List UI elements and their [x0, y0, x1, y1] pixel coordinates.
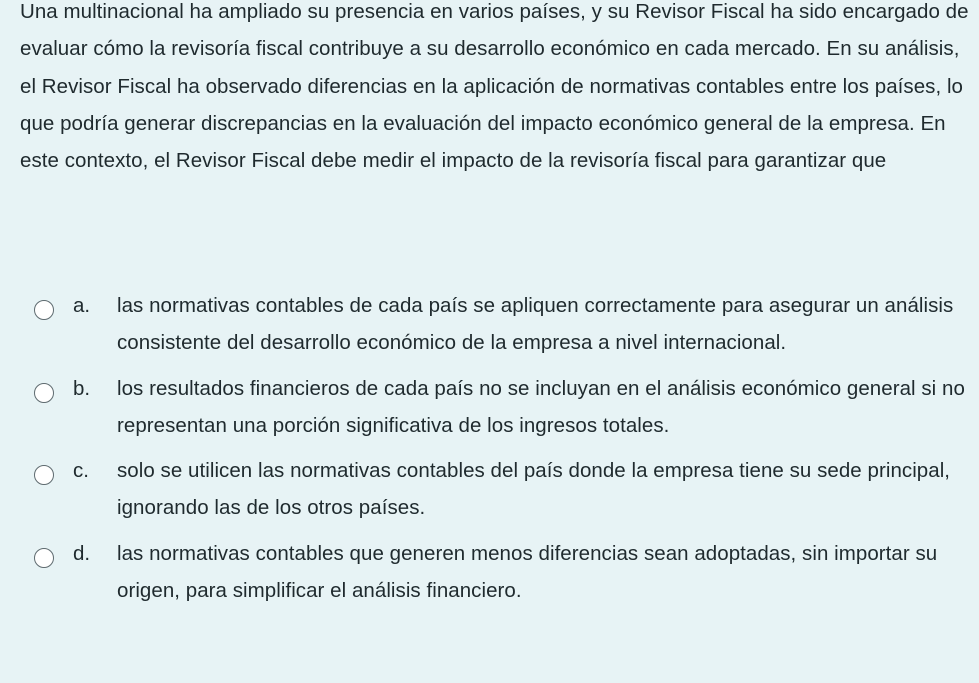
option-text[interactable]: las normativas contables que generen menos diferencias sean adoptadas, sin importar su origen, para simplificar el análisis financiero. [117, 541, 938, 603]
option-letter: d. [73, 541, 91, 565]
radio-button-a[interactable] [34, 300, 54, 320]
answer-options [34, 287, 974, 617]
option-text[interactable]: los resultados financieros de cada país no se incluyan en el análisis económico general si no representan una porción significativa de los ingresos totales. [117, 376, 965, 437]
option-a[interactable] [34, 287, 974, 362]
option-letter: c. [73, 459, 89, 483]
option-letter: b. [73, 376, 91, 400]
question-text: Una multinacional ha ampliado su presencia en varios países, y su Revisor Fiscal ha sido encargado de evaluar cómo la revisoría fiscal contribuye a su desarrollo económico en cada mercado. En su análisis, el Revisor Fiscal ha observado diferencias en la aplicación de normativas contables entre los países, lo que podría generar discrepancias en la evaluación del impacto económico general de la empresa. En este contexto, el Revisor Fiscal debe medir el impacto de la revisoría fiscal para garantizar que [20, 0, 969, 173]
option-text[interactable]: solo se utilicen las normativas contables del país donde la empresa tiene su sede principal, ignorando las de los otros países. [117, 459, 951, 520]
option-letter: a. [73, 294, 91, 317]
radio-button-c[interactable] [34, 465, 54, 485]
option-text[interactable]: las normativas contables de cada país se apliquen correctamente para asegurar un análisis consistente del desarrollo económico de la empresa a nivel internacional. [117, 294, 954, 355]
option-b[interactable] [34, 370, 974, 445]
radio-button-b[interactable] [34, 383, 54, 403]
option-d[interactable] [34, 535, 974, 610]
option-c[interactable] [34, 452, 974, 527]
radio-button-d[interactable] [34, 548, 54, 568]
